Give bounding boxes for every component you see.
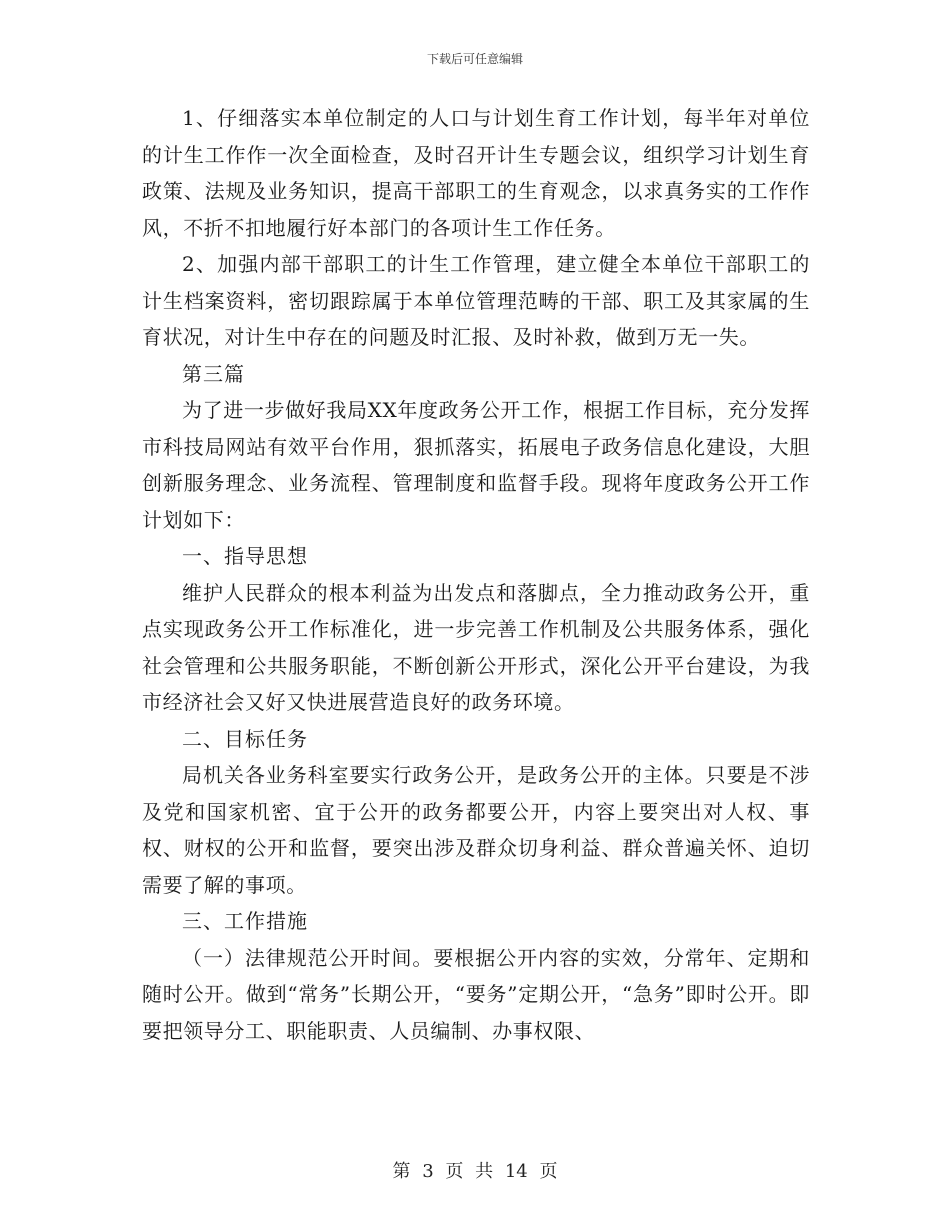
paragraph-intro: 为了进一步做好我局XX年度政务公开工作，根据工作目标，充分发挥市科技局网站有效平台作用，狠抓落实，拓展电子政务信息化建设，大胆创新服务理念、业务流程、管理制度和监督手段。现将年度政务公开工作计划如下： bbox=[142, 398, 810, 532]
section-title: 第三篇 bbox=[182, 361, 245, 386]
paragraph-2: 2、加强内部干部职工的计生工作管理，建立健全本单位干部职工的计生档案资料，密切跟踪属于本单位管理范畴的干部、职工及其家属的生育状况，对计生中存在的问题及时汇报、及时补救，做到万无一失。 bbox=[142, 252, 810, 349]
paragraph-work-measures: （一）法律规范公开时间。要根据公开内容的实效，分常年、定期和随时公开。做到“常务”长期公开，“要务”定期公开，“急务”即时公开。即要把领导分工、职能职责、人员编制、办事权限、 bbox=[142, 945, 810, 1043]
page-footer: 第 3 页 共 14 页 bbox=[392, 1161, 558, 1182]
paragraph-target-tasks: 局机关各业务科室要实行政务公开，是政务公开的主体。只要是不涉及党和国家机密、宜于公开的政务都要公开，内容上要突出对人权、事权、财权的公开和监督，要突出涉及群众切身利益、群众普遍关怀、迫切需要了解的事项。 bbox=[142, 763, 810, 897]
heading-work-measures: 三、工作措施 bbox=[182, 909, 308, 933]
paragraph-1: 1、仔细落实本单位制定的人口与计划生育工作计划，每半年对单位的计生工作作一次全面检查，及时召开计生专题会议，组织学习计划生育政策、法规及业务知识，提高干部职工的生育观念，以求真务实的工作作风，不折不扣地履行好本部门的各项计生工作任务。 bbox=[142, 106, 810, 240]
paragraph-guiding-thought: 维护人民群众的根本利益为出发点和落脚点，全力推动政务公开，重点实现政务公开工作标准化，进一步完善工作机制及公共服务体系，强化社会管理和公共服务职能，不断创新公开形式，深化公开平台建设，为我市经济社会又好又快进展营造良好的政务环境。 bbox=[142, 580, 810, 714]
document-body bbox=[142, 100, 810, 1049]
page-header: 下载后可任意编辑 bbox=[426, 52, 523, 66]
heading-target-tasks: 二、目标任务 bbox=[182, 726, 308, 751]
heading-guiding-thought: 一、指导思想 bbox=[182, 544, 308, 568]
